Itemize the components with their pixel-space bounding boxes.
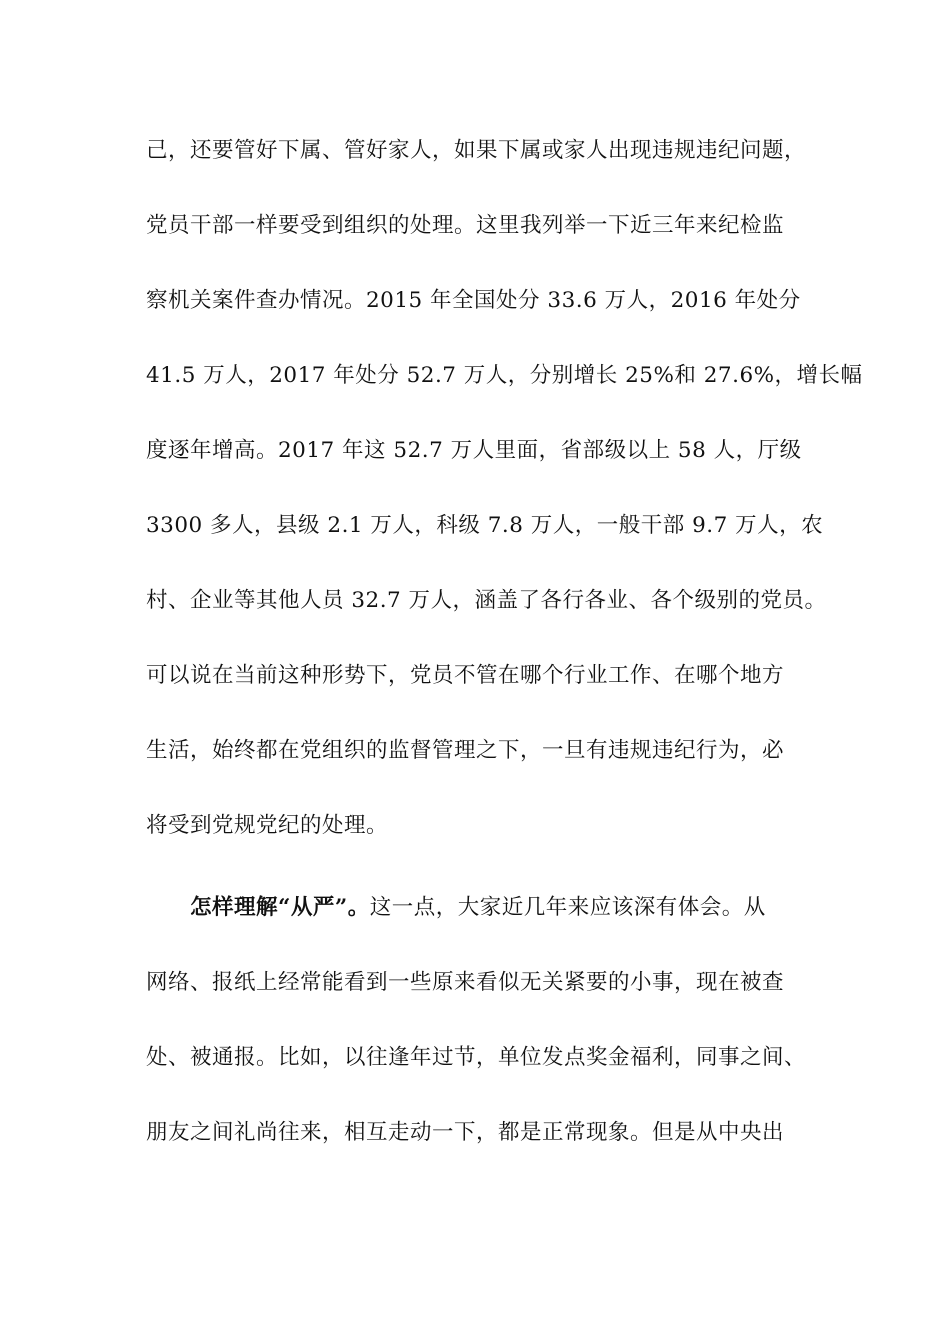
text-line: 己，还要管好下属、管好家人，如果下属或家人出现违规违纪问题， (146, 138, 807, 163)
section-heading: 怎样理解“从严”。 (190, 895, 370, 920)
text-line: 3300 多人，县级 2.1 万人，科级 7.8 万人，一般干部 9.7 万人，农 (146, 513, 824, 538)
text-line: 度逐年增高。2017 年这 52.7 万人里面，省部级以上 58 人，厅级 (146, 438, 802, 463)
text-line: 41.5 万人，2017 年处分 52.7 万人，分别增长 25%和 27.6%，增长幅 (146, 363, 863, 388)
paragraph-first-line (190, 893, 870, 923)
text-line: 生活，始终都在党组织的监督管理之下，一旦有违规违纪行为，必 (146, 738, 785, 763)
text-line: 朋友之间礼尚往来，相互走动一下，都是正常现象。但是从中央出 (146, 1120, 785, 1145)
text-line: 处、被通报。比如，以往逢年过节，单位发点奖金福利，同事之间、 (146, 1045, 807, 1070)
text-line: 村、企业等其他人员 32.7 万人，涵盖了各行各业、各个级别的党员。 (146, 588, 827, 613)
text-line: 将受到党规党纪的处理。 (146, 813, 389, 838)
text-line: 可以说在当前这种形势下，党员不管在哪个行业工作、在哪个地方 (146, 663, 785, 688)
text-line: 网络、报纸上经常能看到一些原来看似无关紧要的小事，现在被查 (146, 970, 785, 995)
text-line: 察机关案件查办情况。2015 年全国处分 33.6 万人，2016 年处分 (146, 288, 801, 313)
text-run: 这一点，大家近几年来应该深有体会。从 (369, 895, 766, 920)
text-line: 党员干部一样要受到组织的处理。这里我列举一下近三年来纪检监 (146, 213, 785, 238)
